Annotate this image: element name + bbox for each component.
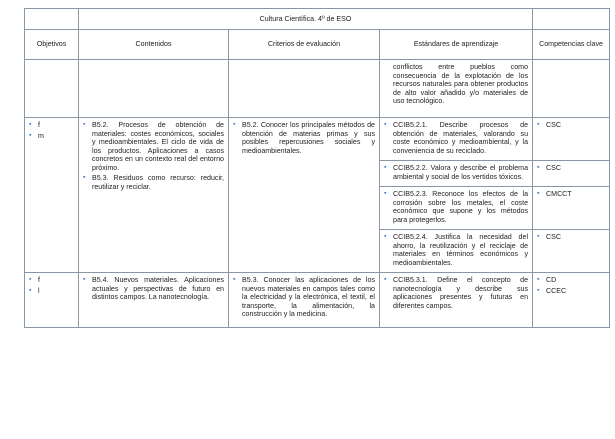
contenidos-cell bbox=[79, 118, 229, 273]
contenidos-cell bbox=[79, 273, 229, 328]
bullet-icon: ▪ bbox=[83, 121, 86, 128]
bullet-icon: ▪ bbox=[384, 233, 387, 240]
bullet-icon: ▪ bbox=[384, 121, 387, 128]
list-item: ▪ CCIB5.2.1. Describe procesos de obtención de materiales, valorando su coste económico y medioambiental, y la conveniencia de su reciclado. bbox=[384, 121, 529, 155]
list-item: ▪ B5.4. Nuevos materiales. Aplicaciones actuales y perspectivas de futuro en distintos campos. La nanotecnología. bbox=[83, 276, 224, 301]
competencia-cell bbox=[533, 118, 610, 161]
list-item: ▪ B5.2. Conocer los principales métodos de obtención de materias primas y sus posibles repercusiones sociales y medioambientales. bbox=[233, 121, 375, 155]
bullet-icon: ▪ bbox=[233, 121, 236, 128]
list-item: ▪ m bbox=[29, 131, 44, 140]
list-item: ▪ CCIB5.2.3. Reconoce los efectos de la corrosión sobre los metales, el coste económico que supone y los métodos para protegerlos. bbox=[384, 190, 529, 224]
curriculum-table bbox=[24, 8, 610, 328]
competencia-cell bbox=[533, 161, 610, 187]
header-empty-cell bbox=[533, 9, 610, 30]
header-objetivos: Objetivos bbox=[25, 30, 79, 60]
list-item: ▪ CCEC bbox=[537, 286, 567, 295]
competencia-cell bbox=[533, 273, 610, 328]
bullet-icon: ▪ bbox=[537, 164, 540, 171]
list-item: ▪ CSC bbox=[537, 164, 562, 172]
estandar-cell bbox=[380, 230, 533, 273]
criterio-cell bbox=[229, 273, 380, 328]
header-empty-cell bbox=[25, 9, 79, 30]
bullet-icon: ▪ bbox=[537, 190, 540, 197]
list-item: ▪ B5.3. Residuos como recurso: reducir, reutilizar y reciclar. bbox=[83, 174, 224, 191]
objetivos-cell bbox=[25, 273, 79, 328]
estandar-text: conflictos entre pueblos como consecuencia de la explotación de los recursos naturales para obtener productos de alto valor añadido y/o materiales de uso tecnológico. bbox=[393, 63, 529, 105]
list-item: ▪ CCIB5.2.2. Valora y describe el problema ambiental y social de los vertidos tóxicos. bbox=[384, 164, 529, 181]
bullet-icon: ▪ bbox=[537, 233, 540, 240]
list-item: ▪ B5.2. Procesos de obtención de materiales: costes económicos, sociales y medioambientales. El ciclo de vida de los productos. Aplicaciones a casos concretos en un contexto real del entorno próximo. bbox=[83, 121, 224, 172]
bullet-icon: ▪ bbox=[384, 276, 387, 283]
list-item: ▪ f bbox=[29, 121, 40, 129]
table-row bbox=[25, 60, 610, 118]
table-row bbox=[25, 273, 610, 328]
bullet-icon: ▪ bbox=[29, 276, 32, 283]
competencia-cell bbox=[533, 230, 610, 273]
header-contenidos: Contenidos bbox=[79, 30, 229, 60]
bullet-icon: ▪ bbox=[537, 121, 540, 128]
estandar-cell bbox=[380, 161, 533, 187]
estandar-cell bbox=[380, 118, 533, 161]
bullet-icon: ▪ bbox=[384, 190, 387, 197]
table-title: Cultura Científica. 4º de ESO bbox=[79, 9, 533, 30]
list-item: ▪ B5.3. Conocer las aplicaciones de los nuevos materiales en campos tales como la electricidad y la electrónica, el textil, el transporte, la alimentación, la construcción y la medicina. bbox=[233, 276, 375, 318]
estandar-cell bbox=[380, 60, 533, 118]
list-item: ▪ CCIB5.2.4. Justifica la necesidad del ahorro, la reutilización y el reciclaje de materiales en términos económicos y medioambientales. bbox=[384, 233, 529, 267]
list-item: ▪ CSC bbox=[537, 121, 562, 129]
bullet-icon: ▪ bbox=[29, 286, 32, 294]
list-item: ▪ f bbox=[29, 276, 40, 284]
list-item: ▪ CD bbox=[537, 276, 557, 284]
objetivos-cell bbox=[25, 118, 79, 273]
table-row bbox=[25, 118, 610, 161]
estandar-cell bbox=[380, 273, 533, 328]
bullet-icon: ▪ bbox=[83, 174, 86, 181]
header-competencias: Competencias clave bbox=[533, 30, 610, 60]
list-item: ▪ CCIB5.3.1. Define el concepto de nanotecnología y describe sus aplicaciones presentes y futuras en diferentes campos. bbox=[384, 276, 529, 310]
bullet-icon: ▪ bbox=[537, 276, 540, 283]
header-criterios: Criterios de evaluación bbox=[229, 30, 380, 60]
list-item: ▪ CMCCT bbox=[537, 190, 572, 198]
bullet-icon: ▪ bbox=[29, 121, 32, 128]
criterio-cell bbox=[229, 118, 380, 273]
bullet-icon: ▪ bbox=[29, 131, 32, 139]
competencia-cell bbox=[533, 187, 610, 230]
bullet-icon: ▪ bbox=[233, 276, 236, 283]
estandar-cell bbox=[380, 187, 533, 230]
list-item: ▪ CSC bbox=[537, 233, 562, 241]
bullet-icon: ▪ bbox=[83, 276, 86, 283]
list-item: ▪ l bbox=[29, 286, 40, 295]
bullet-icon: ▪ bbox=[537, 286, 540, 294]
header-estandares: Estándares de aprendizaje bbox=[380, 30, 533, 60]
bullet-icon: ▪ bbox=[384, 164, 387, 171]
